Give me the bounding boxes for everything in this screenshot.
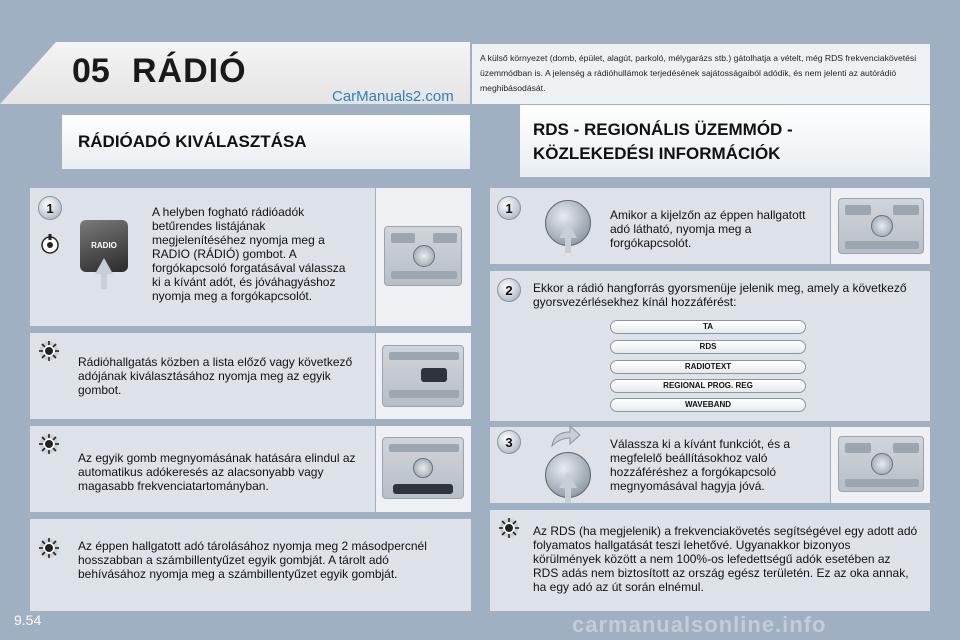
step-number-badge: 1 [38,196,62,220]
radio-console-image [838,436,924,492]
rotate-arrow-icon [548,424,582,448]
menu-item-radiotext: RADIOTEXT [610,360,806,374]
right-step1-text: Amikor a kijelzőn az éppen hallgatott adó látható, nyomja meg a forgókapcsolót. [610,208,806,250]
chapter-number: 05 [72,52,110,90]
left-tip3-text: Az éppen hallgatott adó tárolásához nyomja meg 2 másodpercnél hosszabban a számbillentyűzet egyik gombját. A tárolt adó behívásához nyomja meg a számbillentyűzet egyik gombját. [78,539,427,581]
arrow-stem [101,273,107,289]
menu-item-regional: REGIONAL PROG. REG [610,379,806,393]
menu-item-rds: RDS [610,340,806,354]
right-section-header [520,105,930,177]
radio-console-image [384,226,462,286]
right-tip-text: Az RDS (ha megjelenik) a frekvenciakövetés segítségével egy adott adó folyamatos hallgatását teszi lehetővé. Ugyanakkor bizonyos körülmények között a nem 100%-os lefedettségű adók esetében az RDS adás nem biztosított az ország egész területén. Ez az oka annak, ha egy adó az út során elnémul. [533,524,918,594]
arrow-stem [565,487,571,503]
arrow-up-icon [95,258,113,274]
left-step1-text: A helyben fogható rádióadók betűrendes listájának megjelenítéséhez nyomja meg a RADIO (RÁDIÓ) gombot. A forgókapcsoló forgatásával válassza ki a kívánt adót, és jóváhagyáshoz nyomja meg a forgókapcsolót. [152,205,346,303]
step-number-badge: 3 [497,430,521,454]
tip-icon [38,340,60,362]
radio-button-image: RADIO [80,220,128,272]
chapter-title: RÁDIÓ [132,52,247,90]
touch-icon [40,233,60,255]
tip-icon [38,433,60,455]
tip-icon [38,537,60,559]
arrow-up-icon [559,472,577,488]
left-section-title: RÁDIÓADÓ KIVÁLASZTÁSA [78,132,307,151]
intro-text: A külső környezet (domb, épület, alagút, parkoló, mélygarázs stb.) gátolhatja a vételt, még RDS frekvenciakövetési üzemmódban is. A jelenség a rádióhullámok terjedésének sajátosságaiból adódik, és nem jelenti az autórádió meghibásodását. [480,53,917,93]
page-number: 9.54 [14,612,42,628]
menu-item-waveband: WAVEBAND [610,398,806,412]
step-number-badge: 2 [497,278,521,302]
watermark-top: CarManuals2.com [332,88,454,105]
step-number-badge: 1 [497,196,521,220]
radio-console-image [382,345,464,407]
radio-console-image [382,437,464,499]
radio-console-image [838,198,924,254]
menu-item-ta: TA [610,320,806,334]
right-section-title-line2: KÖZLEKEDÉSI INFORMÁCIÓK [533,144,781,163]
left-tip1-text: Rádióhallgatás közben a lista előző vagy következő adójának kiválasztásához nyomja meg az egyik gombot. [78,355,353,397]
watermark-bottom: carmanualsonline.info [572,612,827,637]
left-tip2-text: Az egyik gomb megnyomásának hatására elindul az automatikus adókeresés az alacsonyabb vagy magasabb frekvenciatartományban. [78,451,356,493]
right-section-title-line1: RDS - REGIONÁLIS ÜZEMMÓD - [533,120,793,139]
right-step2-text: Ekkor a rádió hangforrás gyorsmenüje jelenik meg, amely a következő gyorsvezérlésekhez kínál hozzáférést: [533,281,907,309]
arrow-up-icon [559,222,577,238]
arrow-stem [565,237,571,253]
right-step3-text: Válassza ki a kívánt funkciót, és a megfelelő beállításokhoz való hozzáféréshez a forgókapcsoló megnyomásával hagyja jóvá. [610,437,791,493]
tip-icon [498,517,520,539]
